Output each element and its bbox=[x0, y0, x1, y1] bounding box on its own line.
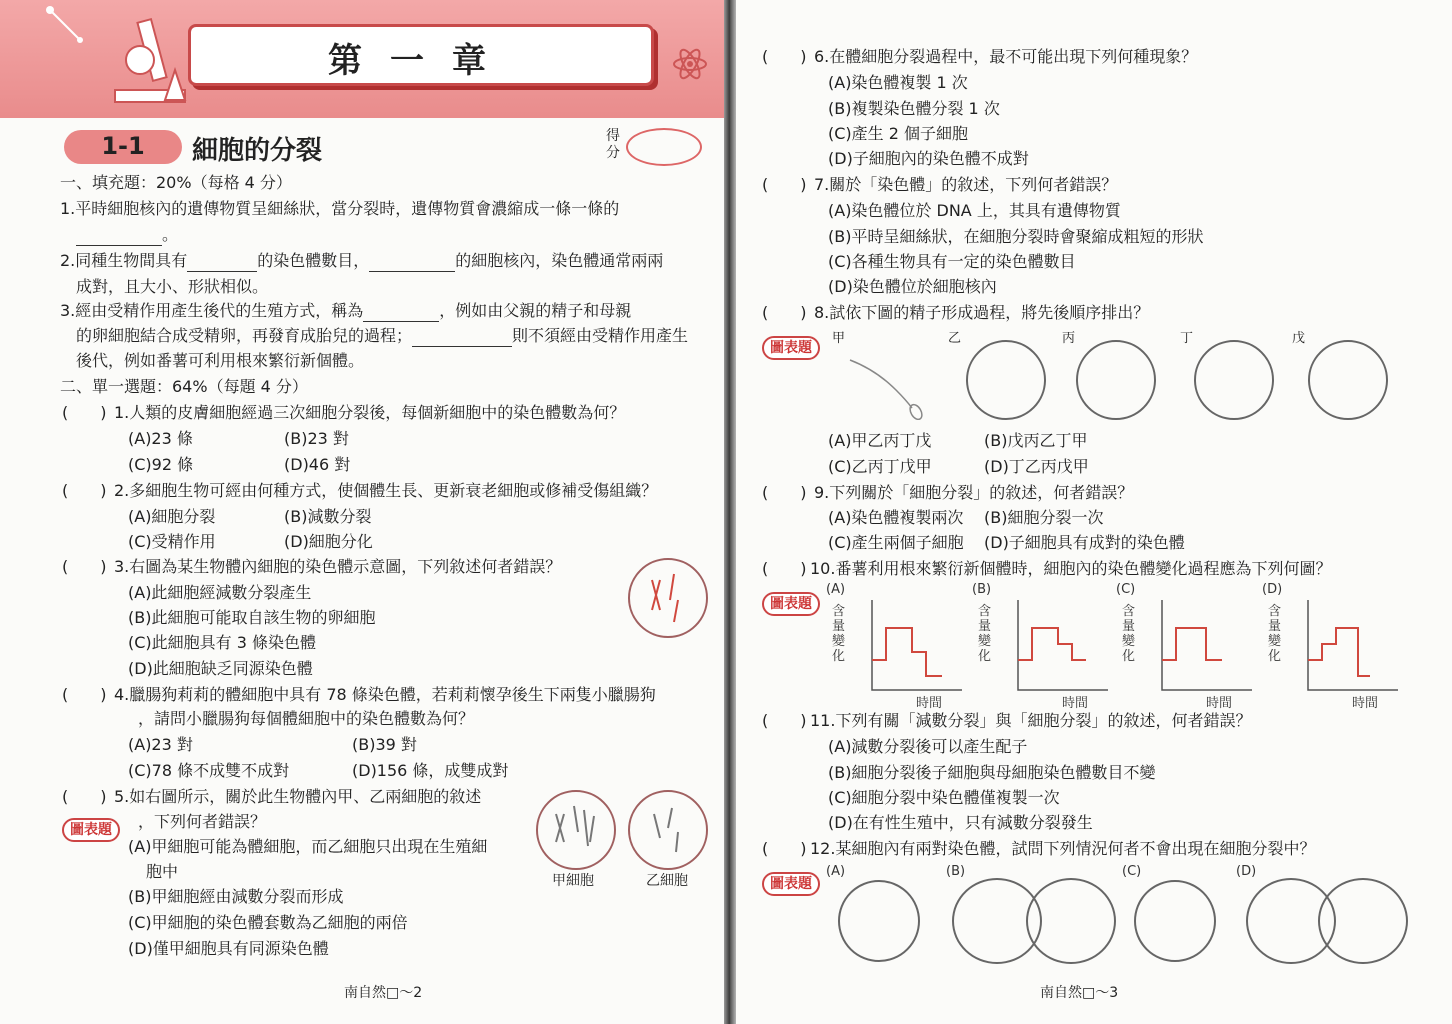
q3-option-a: (A)此細胞經減數分裂產生 bbox=[128, 583, 312, 602]
q10-option-c: (C) bbox=[1116, 582, 1136, 597]
answer-paren[interactable]: ( ) bbox=[62, 403, 107, 422]
q8-option-d: (D)丁乙丙戊甲 bbox=[984, 457, 1089, 476]
chapter-title-box bbox=[188, 24, 654, 86]
q5-option-a-line1: (A)甲細胞可能為體細胞，而乙細胞只出現在生殖細 bbox=[128, 837, 488, 856]
q1-option-a: (A)23 條 bbox=[128, 429, 193, 448]
page-footer: 南自然□～3 bbox=[1040, 985, 1119, 1001]
fill-q1-line1: 1.平時細胞核內的遺傳物質呈細絲狀，當分裂時，遺傳物質會濃縮成一條一條的 bbox=[60, 199, 620, 218]
diagram-question-badge: 圖表題 bbox=[762, 592, 820, 616]
q8-label-yi: 乙 bbox=[948, 331, 962, 346]
book-gutter bbox=[724, 0, 736, 1024]
answer-paren[interactable]: ( ) bbox=[762, 711, 807, 730]
q4-option-c: (C)78 條不成雙不成對 bbox=[128, 761, 290, 780]
answer-paren[interactable]: ( ) bbox=[62, 787, 107, 806]
q5-option-b: (B)甲細胞經由減數分裂而形成 bbox=[128, 887, 344, 906]
fill-q3-line3: 後代，例如番薯可利用根來繁衍新個體。 bbox=[76, 351, 365, 370]
q3-option-d: (D)此細胞缺乏同源染色體 bbox=[128, 659, 313, 678]
section-title: 細胞的分裂 bbox=[192, 136, 323, 166]
q3-option-b: (B)此細胞可能取自該生物的卵細胞 bbox=[128, 608, 376, 627]
q10-stem: 10.番薯利用根來繁衍新個體時，細胞內的染色體變化過程應為下列何圖？ bbox=[810, 559, 1332, 578]
cell-yi-diagram bbox=[628, 790, 708, 870]
q10c-xlabel: 時間 bbox=[1206, 696, 1233, 711]
q8-cell-ding bbox=[1194, 340, 1274, 420]
q12-option-b: (B) bbox=[946, 864, 966, 879]
q10-option-b: (B) bbox=[972, 582, 992, 597]
q12-option-d: (D) bbox=[1236, 864, 1257, 879]
answer-paren[interactable]: ( ) bbox=[762, 839, 807, 858]
right-page bbox=[736, 0, 1452, 1024]
q5-option-d: (D)僅甲細胞具有同源染色體 bbox=[128, 939, 329, 958]
q3-option-c: (C)此細胞具有 3 條染色體 bbox=[128, 633, 317, 652]
q7-stem: 7.關於「染色體」的敘述，下列何者錯誤？ bbox=[814, 175, 1118, 194]
answer-paren[interactable]: ( ) bbox=[62, 557, 107, 576]
q4-option-a: (A)23 對 bbox=[128, 735, 193, 754]
chromosome-icon bbox=[630, 792, 706, 868]
q12-cell-c bbox=[1134, 880, 1216, 962]
q10-graphs bbox=[736, 596, 1436, 706]
fill-q2-line2: 成對，且大小、形狀相似。 bbox=[76, 277, 269, 296]
q8-cell-bing bbox=[1076, 340, 1156, 420]
q11-option-a: (A)減數分裂後可以產生配子 bbox=[828, 737, 1028, 756]
q1-option-d: (D)46 對 bbox=[284, 455, 351, 474]
q10-option-a: (A) bbox=[826, 582, 846, 597]
sperm-icon bbox=[846, 350, 926, 420]
answer-paren[interactable]: ( ) bbox=[762, 303, 807, 322]
q9-option-b: (B)細胞分裂一次 bbox=[984, 508, 1104, 527]
q9-option-a: (A)染色體複製兩次 bbox=[828, 508, 964, 527]
q5-option-a-line2: 胞中 bbox=[146, 862, 179, 881]
q8-label-jia: 甲 bbox=[832, 331, 846, 346]
q2-stem: 2.多細胞生物可經由何種方式，使個體生長、更新衰老細胞或修補受傷組織？ bbox=[114, 481, 658, 500]
q7-option-b: (B)平時呈細絲狀，在細胞分裂時會聚縮成粗短的形狀 bbox=[828, 227, 1204, 246]
diagram-question-badge: 圖表題 bbox=[762, 336, 820, 360]
fill-q3-line1: 3.經由受精作用產生後代的生殖方式，稱為 ，例如由父親的精子和母親 bbox=[60, 301, 632, 320]
atom-icon bbox=[670, 44, 710, 84]
q10-option-d: (D) bbox=[1262, 582, 1283, 597]
q4-stem-line1: 4.臘腸狗莉莉的體細胞中具有 78 條染色體，若莉莉懷孕後生下兩隻小臘腸狗 bbox=[114, 685, 656, 704]
q11-option-d: (D)在有性生殖中，只有減數分裂發生 bbox=[828, 813, 1093, 832]
q10d-xlabel: 時間 bbox=[1352, 696, 1379, 711]
q5-stem-line1: 5.如右圖所示，關於此生物體內甲、乙兩細胞的敘述 bbox=[114, 787, 482, 806]
fill-q2-line1: 2.同種生物間具有 的染色體數目， 的細胞核內，染色體通常兩兩 bbox=[60, 251, 664, 270]
answer-paren[interactable]: ( ) bbox=[62, 685, 107, 704]
chromosome-icon bbox=[630, 560, 706, 636]
q12-cell-b-right bbox=[1026, 878, 1116, 964]
answer-paren[interactable]: ( ) bbox=[762, 47, 807, 66]
q9-option-d: (D)子細胞具有成對的染色體 bbox=[984, 533, 1185, 552]
q10c-ylabel: 含量變化 bbox=[1122, 604, 1136, 664]
q3-cell-diagram bbox=[628, 558, 708, 638]
q6-option-c: (C)產生 2 個子細胞 bbox=[828, 124, 969, 143]
q12-option-c: (C) bbox=[1122, 864, 1142, 879]
q7-option-a: (A)染色體位於 DNA 上，其具有遺傳物質 bbox=[828, 201, 1121, 220]
q5-option-c: (C)甲細胞的染色體套數為乙細胞的兩倍 bbox=[128, 913, 408, 932]
q10b-ylabel: 含量變化 bbox=[978, 604, 992, 664]
q8-cell-yi bbox=[966, 340, 1046, 420]
q6-option-d: (D)子細胞內的染色體不成對 bbox=[828, 149, 1029, 168]
q6-option-b: (B)複製染色體分裂 1 次 bbox=[828, 99, 1000, 118]
answer-paren[interactable]: ( ) bbox=[62, 481, 107, 500]
q8-stem: 8.試依下圖的精子形成過程，將先後順序排出？ bbox=[814, 303, 1150, 322]
part2-heading: 二、單一選題：64%（每題 4 分） bbox=[60, 377, 308, 396]
fill-q1-line2: 。 bbox=[76, 224, 178, 246]
page-footer: 南自然□～2 bbox=[344, 985, 423, 1001]
q10a-ylabel: 含量變化 bbox=[832, 604, 846, 664]
diagram-question-badge: 圖表題 bbox=[62, 818, 120, 842]
answer-blank[interactable] bbox=[363, 307, 439, 322]
q8-option-a: (A)甲乙丙丁戊 bbox=[828, 431, 932, 450]
answer-blank[interactable] bbox=[412, 332, 512, 347]
q2-option-b: (B)減數分裂 bbox=[284, 507, 372, 526]
q1-option-b: (B)23 對 bbox=[284, 429, 349, 448]
cell-yi-label: 乙細胞 bbox=[646, 873, 688, 889]
q1-stem: 1.人類的皮膚細胞經過三次細胞分裂後，每個新細胞中的染色體數為何？ bbox=[114, 403, 626, 422]
q7-option-d: (D)染色體位於細胞核內 bbox=[828, 277, 997, 296]
answer-blank[interactable] bbox=[76, 231, 162, 246]
microscope-icon bbox=[10, 0, 200, 118]
q8-label-ding: 丁 bbox=[1180, 331, 1194, 346]
q3-stem: 3.右圖為某生物體內細胞的染色體示意圖，下列敘述何者錯誤？ bbox=[114, 557, 562, 576]
answer-blank[interactable] bbox=[187, 257, 257, 272]
score-label: 得分 bbox=[606, 128, 620, 161]
q2-option-d: (D)細胞分化 bbox=[284, 532, 373, 551]
q11-stem: 11.下列有關「減數分裂」與「細胞分裂」的敘述，何者錯誤？ bbox=[810, 711, 1252, 730]
diagram-question-badge: 圖表題 bbox=[762, 872, 820, 896]
q9-stem: 9.下列關於「細胞分裂」的敘述，何者錯誤？ bbox=[814, 483, 1134, 502]
answer-paren[interactable]: ( ) bbox=[762, 175, 807, 194]
q10d-ylabel: 含量變化 bbox=[1268, 604, 1282, 664]
section-number: 1-1 bbox=[101, 132, 145, 160]
q7-option-c: (C)各種生物具有一定的染色體數目 bbox=[828, 252, 1076, 271]
chapter-title: 第一章 bbox=[328, 41, 514, 81]
q10a-xlabel: 時間 bbox=[916, 696, 943, 711]
answer-blank[interactable] bbox=[369, 257, 455, 272]
q8-label-wu: 戊 bbox=[1292, 331, 1306, 346]
q11-option-c: (C)細胞分裂中染色體僅複製一次 bbox=[828, 788, 1060, 807]
score-field[interactable] bbox=[626, 128, 702, 166]
q8-cell-wu bbox=[1308, 340, 1388, 420]
cell-jia-label: 甲細胞 bbox=[552, 873, 594, 889]
q4-option-b: (B)39 對 bbox=[352, 735, 417, 754]
q6-option-a: (A)染色體複製 1 次 bbox=[828, 73, 968, 92]
answer-paren[interactable]: ( ) bbox=[762, 483, 807, 502]
q12-cell-a bbox=[838, 880, 920, 962]
q8-option-c: (C)乙丙丁戊甲 bbox=[828, 457, 932, 476]
q11-option-b: (B)細胞分裂後子細胞與母細胞染色體數目不變 bbox=[828, 763, 1156, 782]
q8-label-bing: 丙 bbox=[1062, 331, 1076, 346]
q2-option-c: (C)受精作用 bbox=[128, 532, 216, 551]
q4-stem-line2: ，請問小臘腸狗每個體細胞中的染色體數為何？ bbox=[138, 709, 475, 728]
section-number-pill bbox=[64, 130, 182, 164]
q9-option-c: (C)產生兩個子細胞 bbox=[828, 533, 964, 552]
chromosome-icon bbox=[538, 792, 614, 868]
q4-option-d: (D)156 條，成雙成對 bbox=[352, 761, 509, 780]
part1-heading: 一、填充題：20%（每格 4 分） bbox=[60, 173, 292, 192]
left-page bbox=[0, 0, 724, 1024]
cell-jia-diagram bbox=[536, 790, 616, 870]
q12-cell-d-right bbox=[1318, 878, 1408, 964]
answer-paren[interactable]: ( ) bbox=[762, 559, 807, 578]
chapter-banner bbox=[0, 0, 724, 118]
q2-option-a: (A)細胞分裂 bbox=[128, 507, 216, 526]
q12-stem: 12.某細胞內有兩對染色體，試問下列情況何者不會出現在細胞分裂中？ bbox=[810, 839, 1316, 858]
q12-option-a: (A) bbox=[826, 864, 846, 879]
q6-stem: 6.在體細胞分裂過程中，最不可能出現下列何種現象？ bbox=[814, 47, 1198, 66]
q10b-xlabel: 時間 bbox=[1062, 696, 1089, 711]
q1-option-c: (C)92 條 bbox=[128, 455, 194, 474]
q8-option-b: (B)戊丙乙丁甲 bbox=[984, 431, 1088, 450]
fill-q3-line2: 的卵細胞結合成受精卵，再發育成胎兒的過程； 則不須經由受精作用產生 bbox=[76, 326, 689, 345]
q5-stem-line2: ，下列何者錯誤？ bbox=[138, 812, 267, 831]
